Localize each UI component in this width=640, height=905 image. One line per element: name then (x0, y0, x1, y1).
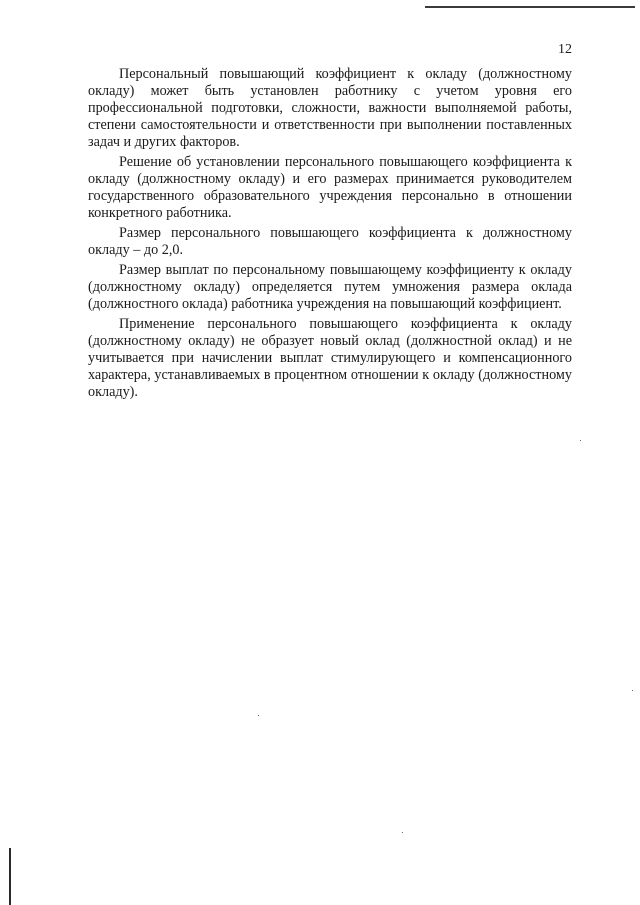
paragraph-payment-size: Размер выплат по персональному повышающему коэффициенту к окладу (должностному окладу) определяется путем умножения размера оклада (должностного оклада) работника учреждения на повышающий коэффициент. (88, 262, 572, 312)
paragraph-coefficient-definition: Персональный повышающий коэффициент к окладу (должностному окладу) может быть установлен работнику с учетом уровня его профессиональной подготовки, сложности, важности выполняемой работы, степени самостоятельности и ответственности при выполнении поставленных задач и других факторов. (88, 66, 572, 150)
scan-speck (258, 715, 259, 716)
paragraph-application: Применение персонального повышающего коэффициента к окладу (должностному окладу) не образует новый оклад (должностной оклад) и не учитывается при начислении выплат стимулирующего и компенсационного характера, устанавливаемых в процентном отношении к окладу (должностному окладу). (88, 316, 572, 400)
document-body (88, 66, 572, 404)
scan-speck (580, 440, 581, 441)
paragraph-decision: Решение об установлении персонального повышающего коэффициента к окладу (должностному окладу) и его размерах принимается руководителем государственного образовательного учреждения персонально в отношении конкретного работника. (88, 154, 572, 221)
page-number: 12 (558, 42, 572, 57)
scan-top-rule (425, 6, 635, 8)
scan-left-edge-mark (9, 848, 11, 905)
scan-speck (402, 832, 403, 833)
scan-speck (632, 690, 633, 691)
paragraph-coefficient-size: Размер персонального повышающего коэффициента к должностному окладу – до 2,0. (88, 225, 572, 258)
